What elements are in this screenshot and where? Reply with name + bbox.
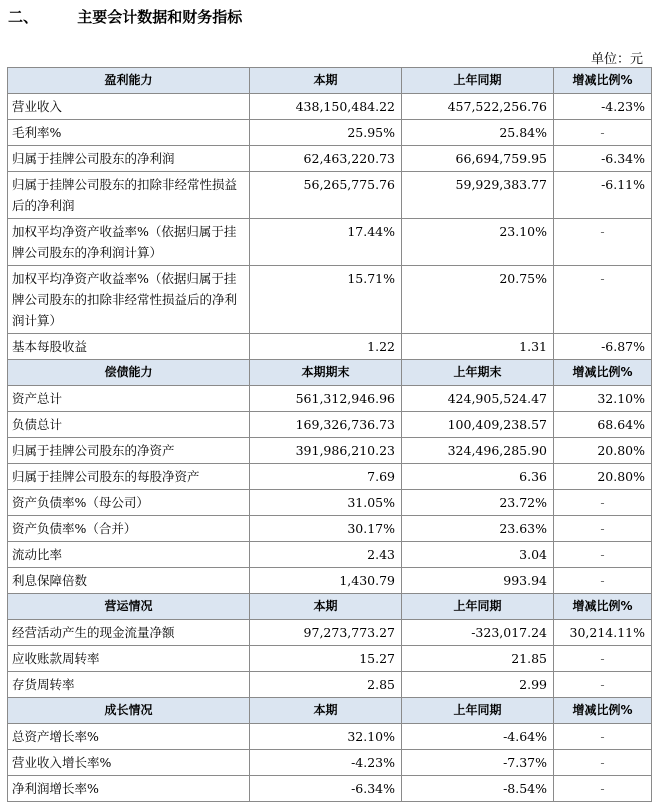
value-cell: -6.11%	[554, 172, 652, 219]
value-cell: 62,463,220.73	[250, 146, 402, 172]
value-cell: 324,496,285.90	[402, 438, 554, 464]
header-cell: 上年同期	[402, 594, 554, 620]
value-cell: 20.80%	[554, 464, 652, 490]
table-row	[8, 542, 652, 568]
value-cell: 169,326,736.73	[250, 412, 402, 438]
value-cell: 1.22	[250, 334, 402, 360]
row-label: 基本每股收益	[8, 334, 250, 360]
value-cell: -6.87%	[554, 334, 652, 360]
value-cell: 25.84%	[402, 120, 554, 146]
value-cell: -	[554, 266, 652, 334]
value-cell: 30.17%	[250, 516, 402, 542]
table-group-header	[8, 360, 652, 386]
table-row	[8, 490, 652, 516]
value-cell: 31.05%	[250, 490, 402, 516]
header-cell: 增减比例%	[554, 698, 652, 724]
value-cell: 993.94	[402, 568, 554, 594]
header-cell: 本期	[250, 698, 402, 724]
table-group-header	[8, 698, 652, 724]
value-cell: 100,409,238.57	[402, 412, 554, 438]
value-cell: 17.44%	[250, 219, 402, 266]
row-label: 加权平均净资产收益率%（依据归属于挂牌公司股东的扣除非经常性损益后的净利润计算）	[8, 266, 250, 334]
table-group-header	[8, 68, 652, 94]
row-label: 净利润增长率%	[8, 776, 250, 802]
value-cell: -6.34%	[554, 146, 652, 172]
value-cell: 1.31	[402, 334, 554, 360]
value-cell: 21.85	[402, 646, 554, 672]
table-group-header	[8, 594, 652, 620]
value-cell: 66,694,759.95	[402, 146, 554, 172]
value-cell: -6.34%	[250, 776, 402, 802]
row-label: 总资产增长率%	[8, 724, 250, 750]
value-cell: -	[554, 516, 652, 542]
value-cell: 391,986,210.23	[250, 438, 402, 464]
value-cell: 20.80%	[554, 438, 652, 464]
value-cell: -4.23%	[554, 94, 652, 120]
header-cell: 本期期末	[250, 360, 402, 386]
table-row	[8, 672, 652, 698]
value-cell: 7.69	[250, 464, 402, 490]
value-cell: -	[554, 120, 652, 146]
value-cell: -	[554, 542, 652, 568]
value-cell: -	[554, 776, 652, 802]
row-label: 利息保障倍数	[8, 568, 250, 594]
value-cell: 438,150,484.22	[250, 94, 402, 120]
row-label: 存货周转率	[8, 672, 250, 698]
value-cell: 15.27	[250, 646, 402, 672]
value-cell: -	[554, 646, 652, 672]
header-cell: 成长情况	[8, 698, 250, 724]
header-cell: 上年同期	[402, 68, 554, 94]
table-row	[8, 334, 652, 360]
row-label: 资产负债率%（合并）	[8, 516, 250, 542]
value-cell: -	[554, 672, 652, 698]
table-row	[8, 266, 652, 334]
table-row	[8, 386, 652, 412]
value-cell: 20.75%	[402, 266, 554, 334]
value-cell: 23.72%	[402, 490, 554, 516]
header-cell: 增减比例%	[554, 68, 652, 94]
financial-indicators-table	[7, 67, 652, 802]
row-label: 归属于挂牌公司股东的扣除非经常性损益后的净利润	[8, 172, 250, 219]
header-cell: 本期	[250, 594, 402, 620]
row-label: 负债总计	[8, 412, 250, 438]
row-label: 归属于挂牌公司股东的净资产	[8, 438, 250, 464]
table-row	[8, 146, 652, 172]
table-row	[8, 464, 652, 490]
value-cell: 56,265,775.76	[250, 172, 402, 219]
row-label: 应收账款周转率	[8, 646, 250, 672]
value-cell: 23.63%	[402, 516, 554, 542]
section-title: 主要会计数据和财务指标	[77, 8, 243, 26]
value-cell: 68.64%	[554, 412, 652, 438]
section-heading	[8, 6, 242, 27]
header-cell: 偿债能力	[8, 360, 250, 386]
table-row	[8, 438, 652, 464]
value-cell: 457,522,256.76	[402, 94, 554, 120]
row-label: 经营活动产生的现金流量净额	[8, 620, 250, 646]
row-label: 资产负债率%（母公司）	[8, 490, 250, 516]
value-cell: 2.99	[402, 672, 554, 698]
value-cell: 32.10%	[554, 386, 652, 412]
value-cell: 6.36	[402, 464, 554, 490]
value-cell: -7.37%	[402, 750, 554, 776]
table-row	[8, 568, 652, 594]
row-label: 毛利率%	[8, 120, 250, 146]
value-cell: -4.23%	[250, 750, 402, 776]
table-row	[8, 412, 652, 438]
row-label: 营业收入	[8, 94, 250, 120]
value-cell: -	[554, 750, 652, 776]
value-cell: 3.04	[402, 542, 554, 568]
value-cell: 15.71%	[250, 266, 402, 334]
table-row	[8, 172, 652, 219]
header-cell: 本期	[250, 68, 402, 94]
value-cell: -	[554, 724, 652, 750]
table-row	[8, 724, 652, 750]
value-cell: 59,929,383.77	[402, 172, 554, 219]
value-cell: 32.10%	[250, 724, 402, 750]
value-cell: -4.64%	[402, 724, 554, 750]
row-label: 营业收入增长率%	[8, 750, 250, 776]
value-cell: 424,905,524.47	[402, 386, 554, 412]
value-cell: 2.43	[250, 542, 402, 568]
row-label: 资产总计	[8, 386, 250, 412]
value-cell: 1,430.79	[250, 568, 402, 594]
header-cell: 营运情况	[8, 594, 250, 620]
table-row	[8, 120, 652, 146]
value-cell: 25.95%	[250, 120, 402, 146]
value-cell: -8.54%	[402, 776, 554, 802]
unit-label: 单位：元	[590, 52, 643, 67]
section-number: 二、	[8, 8, 39, 26]
value-cell: 2.85	[250, 672, 402, 698]
row-label: 归属于挂牌公司股东的净利润	[8, 146, 250, 172]
table-row	[8, 94, 652, 120]
table-row	[8, 750, 652, 776]
table-row	[8, 776, 652, 802]
row-label: 流动比率	[8, 542, 250, 568]
row-label: 加权平均净资产收益率%（依据归属于挂牌公司股东的净利润计算）	[8, 219, 250, 266]
header-cell: 增减比例%	[554, 360, 652, 386]
value-cell: -	[554, 490, 652, 516]
header-cell: 增减比例%	[554, 594, 652, 620]
value-cell: 30,214.11%	[554, 620, 652, 646]
value-cell: 23.10%	[402, 219, 554, 266]
table-row	[8, 516, 652, 542]
table-row	[8, 219, 652, 266]
header-cell: 上年期末	[402, 360, 554, 386]
value-cell: 561,312,946.96	[250, 386, 402, 412]
header-cell: 上年同期	[402, 698, 554, 724]
row-label: 归属于挂牌公司股东的每股净资产	[8, 464, 250, 490]
value-cell: -	[554, 568, 652, 594]
table-row	[8, 646, 652, 672]
table-row	[8, 620, 652, 646]
value-cell: 97,273,773.27	[250, 620, 402, 646]
header-cell: 盈利能力	[8, 68, 250, 94]
value-cell: -323,017.24	[402, 620, 554, 646]
value-cell: -	[554, 219, 652, 266]
